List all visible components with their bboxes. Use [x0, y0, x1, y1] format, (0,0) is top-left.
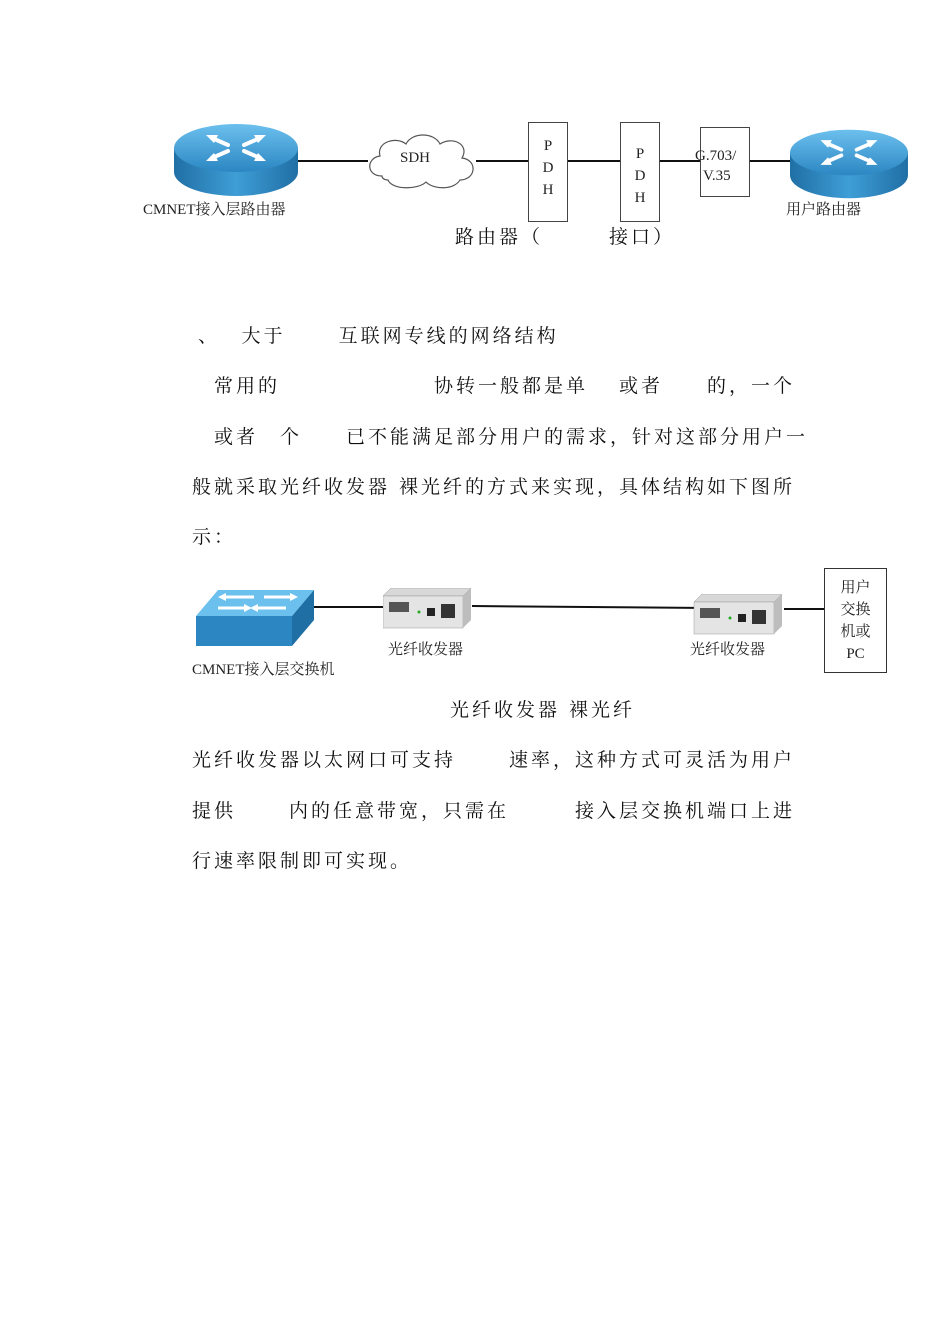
user-box-line-3: 机或: [840, 624, 871, 640]
section-heading: 、 大于 互联网专线的网络结构: [198, 325, 559, 347]
paragraph-2-line-3: 行速率限制即可实现。: [192, 850, 413, 872]
paragraph-2-line-1: 光纤收发器以太网口可支持 速率，这种方式可灵活为用户: [192, 749, 796, 771]
left-router-label: CMNET接入层路由器: [143, 202, 286, 218]
pdh-box-2: [620, 122, 660, 222]
link-fiber: [472, 605, 694, 609]
user-box-line-2: 交换: [840, 602, 871, 618]
link-router-sdh: [296, 160, 368, 162]
figure2-caption: 光纤收发器 裸光纤: [450, 699, 636, 721]
pdh-box-1-p: P: [543, 138, 553, 154]
figure1-caption: 路由器（ 接口）: [455, 226, 676, 248]
link-pdh2-iface: [660, 160, 700, 162]
fiber-transceiver-icon: [383, 588, 473, 630]
link-transceiver-user: [784, 608, 824, 610]
transceiver-1-label: 光纤收发器: [388, 642, 464, 658]
switch-label: CMNET接入层交换机: [192, 662, 335, 678]
user-box-line-1: 用户: [840, 580, 871, 596]
link-iface-router: [748, 160, 793, 162]
link-switch-transceiver: [312, 606, 384, 608]
pdh-box-2-d: D: [634, 168, 646, 184]
cloud-label: SDH: [400, 150, 431, 166]
paragraph-1-line-4: 示：: [192, 526, 237, 548]
pdh-box-2-p: P: [635, 146, 645, 162]
pdh-box-1-d: D: [542, 160, 554, 176]
interface-label-line1: G.703/: [695, 148, 737, 164]
fiber-transceiver-icon: [693, 594, 785, 636]
link-pdh1-pdh2: [567, 160, 620, 162]
paragraph-2-line-2: 提供 内的任意带宽，只需在 接入层交换机端口上进: [192, 800, 796, 822]
switch-icon: [194, 586, 316, 648]
router-icon: [172, 118, 300, 200]
right-router-label: 用户路由器: [786, 202, 862, 218]
pdh-box-1: [528, 122, 568, 222]
transceiver-2-label: 光纤收发器: [690, 642, 766, 658]
paragraph-1-line-3: 般就采取光纤收发器 裸光纤的方式来实现，具体结构如下图所: [192, 476, 796, 498]
pdh-box-2-h: H: [634, 190, 646, 206]
user-box-line-4: PC: [846, 646, 865, 662]
router-icon: [788, 124, 910, 202]
paragraph-1-line-1: 常用的 协转一般都是单 或者 的，一个: [192, 375, 796, 397]
interface-label-line2: V.35: [703, 168, 731, 184]
pdh-box-1-h: H: [542, 182, 554, 198]
user-device-box: [824, 568, 887, 673]
paragraph-1-line-2: 或者 个 已不能满足部分用户的需求，针对这部分用户一: [192, 426, 809, 448]
link-sdh-pdh1: [476, 160, 528, 162]
